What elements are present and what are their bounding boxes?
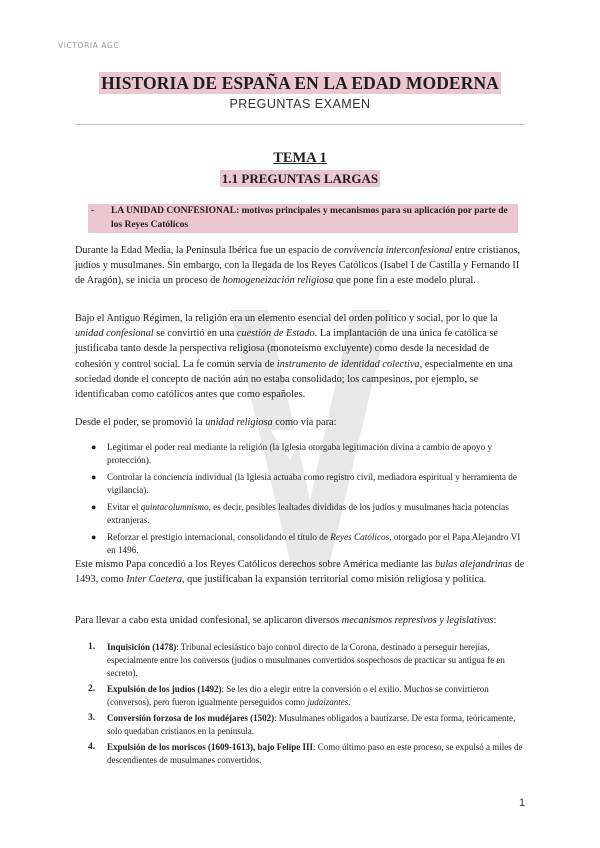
question-marker: - xyxy=(91,206,95,216)
question-text: LA UNIDAD CONFESIONAL: motivos principales y mecanismos para su aplicación por parte de los Reyes Católicos xyxy=(111,206,508,230)
list-item: ● Controlar la conciencia individual (la Iglesia actuaba como registro civil, mediadora espiritual y herramienta de vigilancia). xyxy=(91,472,517,495)
title-divider xyxy=(75,124,525,125)
tema-heading: TEMA 1 xyxy=(273,150,327,166)
list-item: ● Reforzar el prestigio internacional, consolidando el título de Reyes Católicos, otorgado por el Papa Alejandro VI en 1496. xyxy=(91,532,521,555)
paragraph: Este mismo Papa concedió a los Reyes Católicos derechos sobre América mediante las bulas alejandrinas de 1493, como Inter Caetera, que justificaban la expansión territorial como misión religiosa y política. xyxy=(75,559,525,586)
bullet-list xyxy=(75,441,527,561)
list-item: 1. Inquisición (1478): Tribunal eclesiástico bajo control directo de la Corona, destinado a perseguir herejías, especialmente entre los conversos (judíos o musulmanes convertidos sospechosos de practicar su antigua fe en secreto). xyxy=(88,642,505,678)
section-heading: 1.1 PREGUNTAS LARGAS xyxy=(221,171,379,186)
list-item: 4. Expulsión de los moriscos (1609-1613), bajo Felipe III: Como último paso en este proceso, se expulsó a miles de descendientes de musulmanes convertidos. xyxy=(88,742,523,765)
list-item: 2. Expulsión de los judíos (1492): Se les dio a elegir entre la conversión o el exilio. Muchos se convirtieron (conversos), pero fueron igualmente perseguidos como judaizantes. xyxy=(88,684,489,707)
paragraph: Para llevar a cabo esta unidad confesional, se aplicaron diversos mecanismos represivos y legislativos: xyxy=(75,615,497,626)
list-item: ● Legitimar el poder real mediante la religión (la Iglesia otorgaba legitimación divina a cambio de apoyo y protección). xyxy=(91,442,493,465)
paragraph: Desde el poder, se promovió la unidad religiosa como vía para: xyxy=(75,417,337,428)
page-number: 1 xyxy=(519,797,526,809)
document-subtitle: PREGUNTAS EXAMEN xyxy=(229,97,371,111)
list-item: 3. Conversión forzosa de los mudéjares (1502): Musulmanes obligados a bautizarse. De esta forma, teóricamente, solo quedaban cristianos en la península. xyxy=(88,713,516,736)
numbered-list xyxy=(75,641,527,770)
document-title: HISTORIA DE ESPAÑA EN LA EDAD MODERNA xyxy=(101,73,499,93)
question-heading xyxy=(88,204,518,233)
list-item: ● Evitar el quintacolumnismo, es decir, posibles lealtades divididas de los judíos y musulmanes hacia potencias extranjeras. xyxy=(91,502,509,525)
paragraph: Bajo el Antiguo Régimen, la religión era un elemento esencial del orden político y social, por lo que la unidad confesional se convirtió en una cuestión de Estado. La implantación de una única fe católica se justificaba tanto desde la perspectiva religiosa (monoteísmo excluyente) como desde la necesidad de cohesión y control social. La fe común servía de instrumento de identidad colectiva, especialmente en una sociedad donde el concepto de nación aún no estaba consolidado; los campesinos, por ejemplo, se identificaban como católicos antes que como españoles. xyxy=(75,313,513,401)
paragraph: Durante la Edad Media, la Península Ibérica fue un espacio de convivencia interconfesional entre cristianos, judíos y musulmanes. Sin embargo, con la llegada de los Reyes Católicos (Isabel I de Castilla y Fernando II de Aragón), se inicia un proceso de homogeneización religiosa que pone fin a este modelo plural. xyxy=(75,245,521,287)
author-label: VICTORIA AGC xyxy=(58,41,120,50)
